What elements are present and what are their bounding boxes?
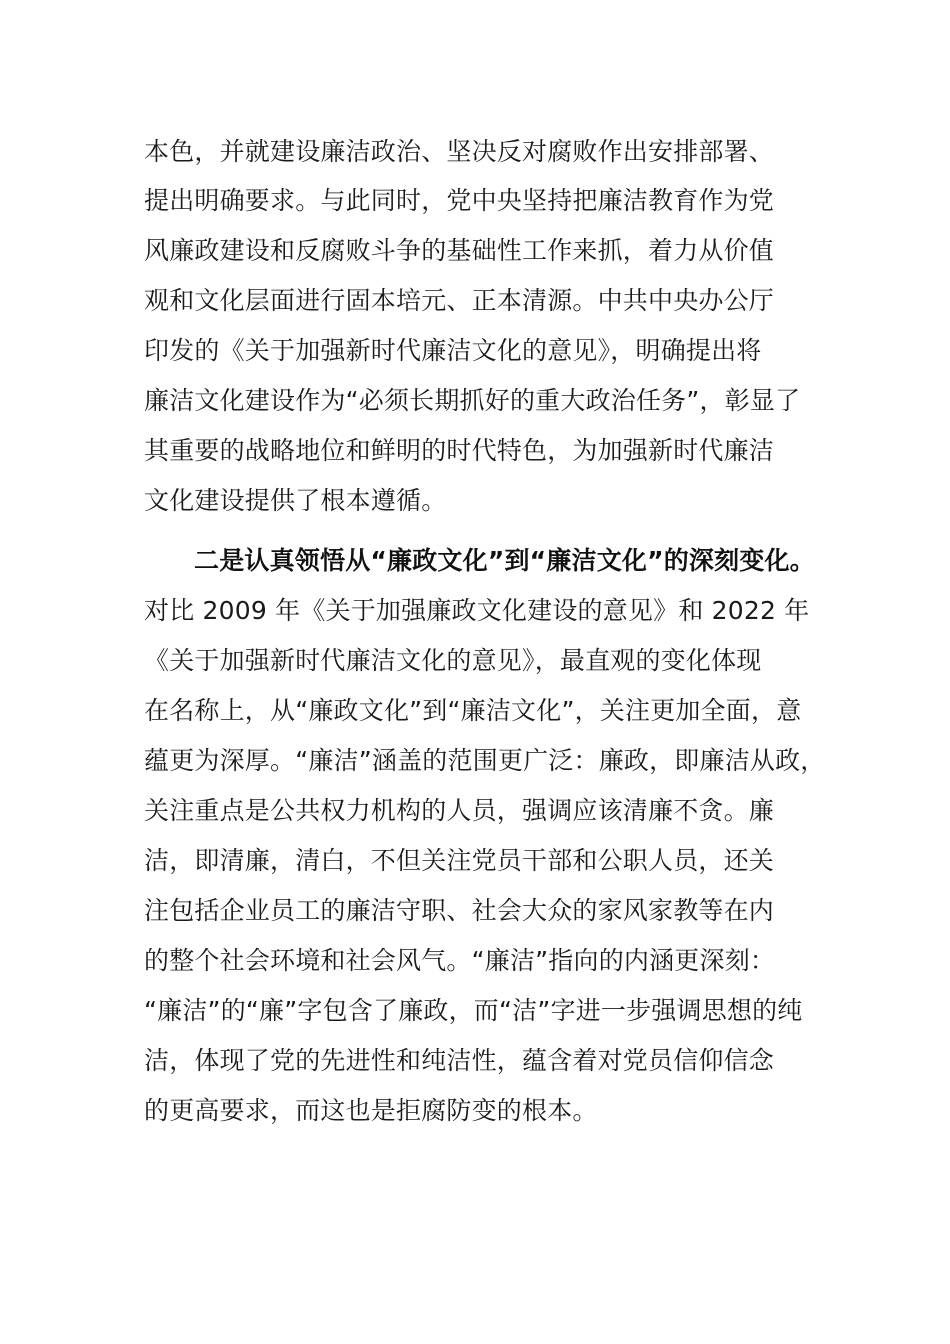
body-text-line: 廉洁文化建设作为“必须长期抓好的重大政治任务”，彰显了 (144, 386, 801, 415)
body-text-line: “廉洁”的“廉”字包含了廉政，而“洁”字进一步强调思想的纯 (144, 996, 803, 1025)
body-text-line: 对比 2009 年《关于加强廉政文化建设的意见》和 2022 年 (144, 596, 810, 625)
body-text-line: 风廉政建设和反腐败斗争的基础性工作来抓，着力从价值 (144, 236, 775, 265)
body-text-line: 在名称上，从“廉政文化”到“廉洁文化”，关注更加全面，意 (144, 696, 802, 725)
body-text-line: 洁，体现了党的先进性和纯洁性，蕴含着对党员信仰信念 (144, 1046, 775, 1075)
body-text-line: 注包括企业员工的廉洁守职、社会大众的家风家教等在内 (144, 896, 775, 925)
body-text-line: 蕴更为深厚。“廉洁”涵盖的范围更广泛：廉政，即廉洁从政， (144, 746, 826, 775)
body-text-line: 关注重点是公共权力机构的人员，强调应该清廉不贪。廉 (144, 796, 775, 825)
section-heading: 二是认真领悟从“廉政文化”到“廉洁文化”的深刻变化。 (194, 546, 815, 575)
body-text-line: 观和文化层面进行固本培元、正本清源。中共中央办公厅 (144, 286, 775, 315)
body-text-line: 印发的《关于加强新时代廉洁文化的意见》，明确提出将 (144, 336, 762, 365)
body-text-line: 的整个社会环境和社会风气。“廉洁”指向的内涵更深刻： (144, 946, 776, 975)
body-text-line: 本色，并就建设廉洁政治、坚决反对腐败作出安排部署、 (144, 137, 775, 166)
body-text-line: 洁，即清廉，清白，不但关注党员干部和公职人员，还关 (144, 846, 775, 875)
body-text-line: 提出明确要求。与此同时，党中央坚持把廉洁教育作为党 (144, 186, 775, 215)
body-text-line: 文化建设提供了根本遵循。 (144, 486, 447, 515)
body-text-line: 其重要的战略地位和鲜明的时代特色，为加强新时代廉洁 (144, 436, 775, 465)
body-text-line: 《关于加强新时代廉洁文化的意见》，最直观的变化体现 (144, 646, 762, 675)
body-text-line: 的更高要求，而这也是拒腐防变的根本。 (144, 1096, 598, 1125)
